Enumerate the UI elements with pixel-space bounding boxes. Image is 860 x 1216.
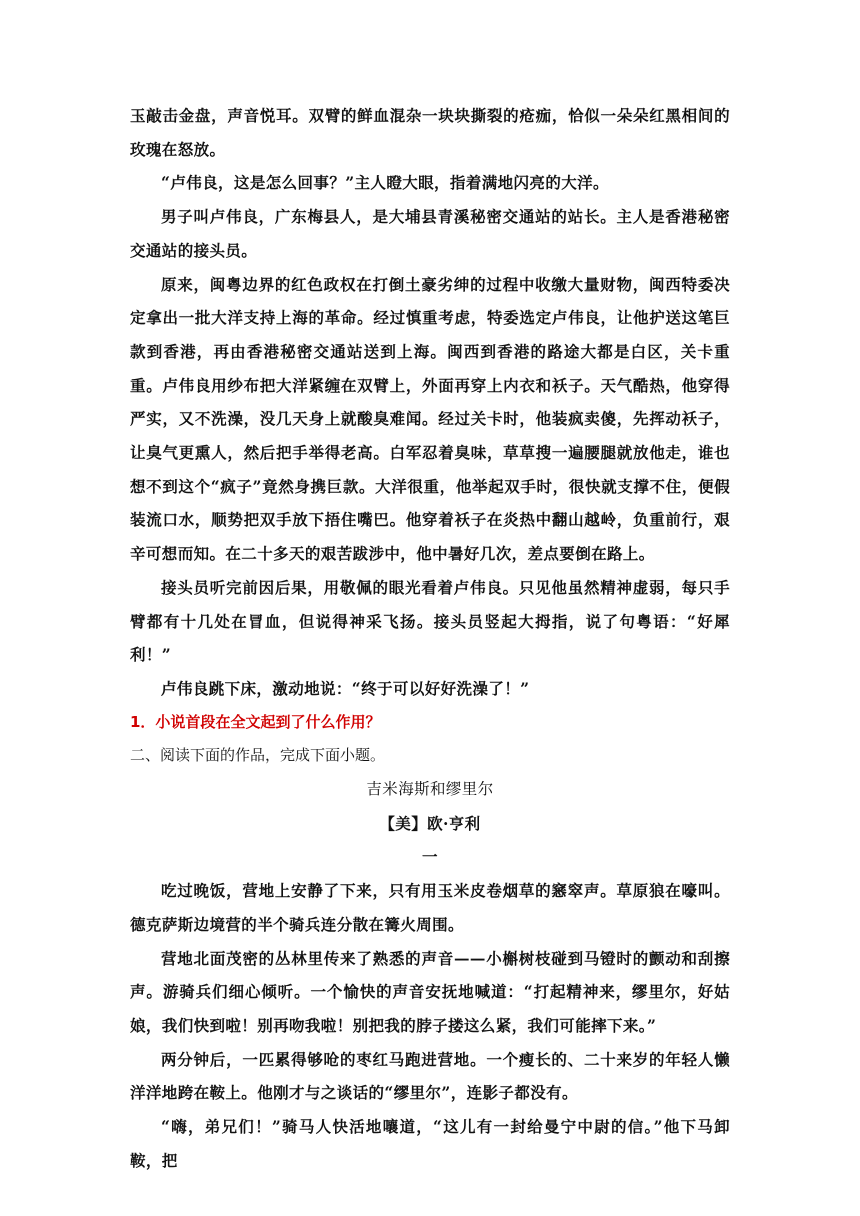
section-2-heading: 二、阅读下面的作品，完成下面小题。 (130, 746, 386, 765)
chapter-number: 一 (422, 847, 438, 867)
story-author: 【美】欧·亨利 (379, 813, 481, 833)
passage2-paragraph: 吃过晚饭，营地上安静了下来，只有用玉米皮卷烟草的窸窣声。草原狼在嚎叫。德克萨斯边境营的半个骑兵连分散在篝火周围。 (130, 881, 730, 934)
passage2-paragraph: 两分钟后，一匹累得够呛的枣红马跑进营地。一个瘦长的、二十来岁的年轻人懒洋洋地跨在鞍上。他刚才与之谈话的“缪里尔”，连影子都没有。 (130, 1049, 730, 1103)
passage1-paragraph: “卢伟良，这是怎么回事？”主人瞪大眼，指着满地闪亮的大洋。 (161, 173, 609, 193)
passage1-paragraph: 玉敲击金盘，声音悦耳。双臂的鲜血混杂一块块撕裂的疮痂，恰似一朵朵红黑相间的玫瑰在怒放。 (130, 106, 730, 159)
document-page (130, 99, 730, 1178)
story-title: 吉米海斯和缪里尔 (366, 780, 494, 799)
question-1: 1．小说首段在全文起到了什么作用？ (130, 712, 381, 731)
passage1-paragraph: 接头员听完前因后果，用敬佩的眼光看着卢伟良。只见他虽然精神虚弱，每只手臂都有十几处在冒血，但说得神采飞扬。接头员竖起大拇指，说了句粤语：“好犀利！” (130, 577, 730, 665)
passage2-paragraph: “嗨，弟兄们！”骑马人快活地嚷道，“这儿有一封给曼宁中尉的信。”他下马卸鞍，把 (130, 1117, 730, 1170)
passage1-paragraph: 原来，闽粤边界的红色政权在打倒土豪劣绅的过程中收缴大量财物，闽西特委决定拿出一批大洋支持上海的革命。经过慎重考虑，特委选定卢伟良，让他护送这笔巨款到香港，再由香港秘密交通站送到上海。闽西到香港的路途大都是白区，关卡重重。卢伟良用纱布把大洋紧缠在双臂上，外面再穿上内衣和袄子。天气酷热，他穿得严实，又不洗澡，没几天身上就酸臭难闻。经过关卡时，他装疯卖傻，先挥动袄子，让臭气更熏人，然后把手举得老高。白军忍着臭味，草草搜一遍腰腿就放他走，谁也想不到这个“疯子”竟然身携巨款。大洋很重，他举起双手时，很快就支撑不住，便假装流口水，顺势把双手放下捂住嘴巴。他穿着袄子在炎热中翻山越岭，负重前行，艰辛可想而知。在二十多天的艰苦跋涉中，他中暑好几次，差点要倒在路上。 (130, 274, 730, 564)
passage1-paragraph: 卢伟良跳下床，激动地说：“终于可以好好洗澡了！” (161, 678, 530, 698)
passage1-paragraph: 男子叫卢伟良，广东梅县人，是大埔县青溪秘密交通站的站长。主人是香港秘密交通站的接头员。 (130, 207, 730, 260)
passage2-paragraph: 营地北面茂密的丛林里传来了熟悉的声音——小槲树枝碰到马镫时的颤动和刮擦声。游骑兵们细心倾听。一个愉快的声音安抚地喊道：“打起精神来，缪里尔，好姑娘，我们快到啦！别再吻我啦！别把我的脖子搂这么紧，我们可能摔下来。” (130, 948, 730, 1035)
